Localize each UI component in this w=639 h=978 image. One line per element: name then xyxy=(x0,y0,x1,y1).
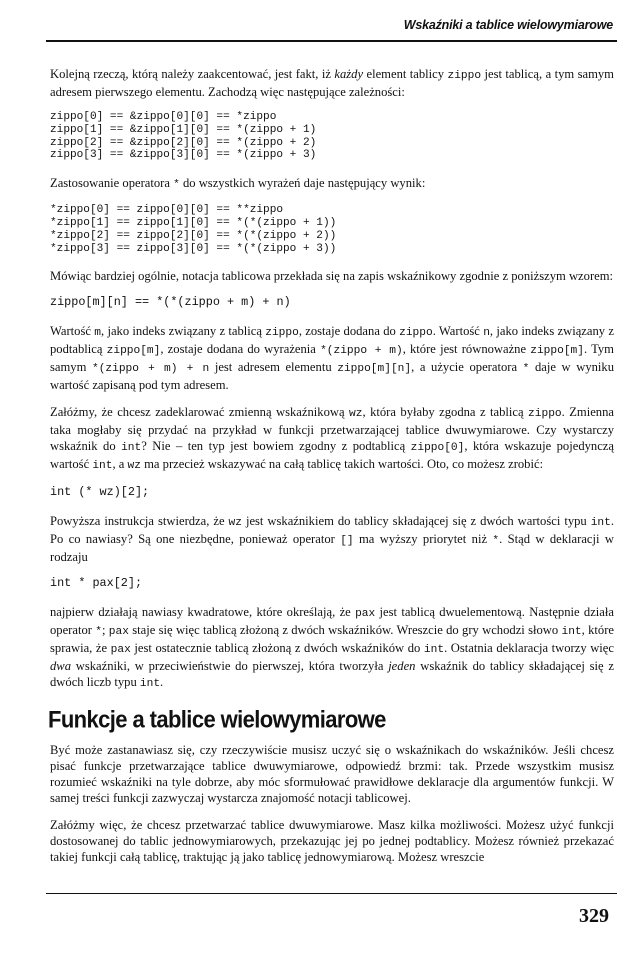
running-header: Wskaźniki a tablice wielowymiarowe xyxy=(403,18,613,32)
paragraph-8: Być może zastanawiasz się, czy rzeczywiście musisz uczyć się o wskaźnikach do wskaźników. Jeśli chcesz pisać funkcje przetwarzające tablice dwuwymiarowe, odpowiedź brzmi: tak. Przede wszystkim musisz rozumieć wskaźniki na tyle dobrze, aby móc sformułować prawidłowe deklaracje dla argumentów funkcji. W samej treści funkcji zazwyczaj wystarcza znajomość notacji tablicowej. xyxy=(50,743,614,806)
page-content xyxy=(50,66,614,876)
code-block-3: zippo[m][n] == *(*(zippo + m) + n) xyxy=(50,295,291,310)
code-block-1: zippo[0] == &zippo[0][0] == *zippo zippo[1] == &zippo[1][0] == *(zippo + 1) zippo[2] == &zippo[2][0] == *(zippo + 2) zippo[3] == &zippo[3][0] == *(zippo + 3) xyxy=(50,111,317,162)
paragraph-9: Załóżmy więc, że chcesz przetwarzać tablice dwuwymiarowe. Masz kilka możliwości. Możesz użyć funkcji dostosowanej do tablic jednowymiarowych, przekazując jej po jednej podtablicy. Możesz również przekazać takiej funkcji całą tablicę, traktując ją jako tablicę jednowymiarową. Możesz wreszcie xyxy=(50,818,614,865)
section-heading: Funkcje a tablice wielowymiarowe xyxy=(48,706,386,734)
paragraph-3: Mówiąc bardziej ogólnie, notacja tablicowa przekłada się na zapis wskaźnikowy zgodnie z poniższym wzorem: xyxy=(50,269,614,284)
code-block-2: *zippo[0] == zippo[0][0] == **zippo *zippo[1] == zippo[1][0] == *(*(zippo + 1)) *zippo[2] == zippo[2][0] == *(*(zippo + 2)) *zippo[3] == zippo[3][0] == *(*(zippo + 3)) xyxy=(50,204,337,255)
code-block-4: int (* wz)[2]; xyxy=(50,485,150,500)
page-number: 329 xyxy=(579,905,609,927)
footer-rule xyxy=(46,893,617,894)
paragraph-5: Załóżmy, że chcesz zadeklarować zmienną wskaźnikową wz, która byłaby zgodna z tablicą zippo. Zmienna taka mogłaby się przydać na przykład w funkcji przetwarzającej tablice dwuwymiarowe. Czy wystarczy wskaźnik do int? Nie – ten typ jest bowiem zgodny z podtablicą zippo[0], która wskazuje pojedynczą wartość int, a wz ma przecież wskazywać na całą tablicę takich wartości. Oto, co możesz zrobić: xyxy=(50,405,614,473)
paragraph-6: Powyższa instrukcja stwierdza, że wz jest wskaźnikiem do tablicy składającej się z dwóch wartości typu int. Po co nawiasy? Są one niezbędne, ponieważ operator [] ma wyższy priorytet niż *. Stąd w deklaracji w rodzaju xyxy=(50,514,614,565)
paragraph-1: Kolejną rzeczą, którą należy zaakcentować, jest fakt, iż każdy element tablicy zippo jest tablicą, a tym samym adresem pierwszego elementu. Zachodzą więc następujące zależności: xyxy=(50,67,614,99)
paragraph-2: Zastosowanie operatora * do wszystkich wyrażeń daje następujący wynik: xyxy=(50,176,426,192)
header-rule xyxy=(46,40,617,42)
paragraph-7: najpierw działają nawiasy kwadratowe, które określają, że pax jest tablicą dwuelementową. Następnie działa operator *; pax staje się więc tablicą złożoną z dwóch wskaźników. Wreszcie do gry wchodzi słowo int, które sprawia, że pax jest ostatecznie tablicą złożoną z dwóch wskaźników do int. Ostatnia deklaracja tworzy więc dwa wskaźniki, w przeciwieństwie do pierwszej, która tworzyła jeden wskaźnik do tablicy składającej się z dwóch liczb typu int. xyxy=(50,605,615,691)
paragraph-4: Wartość m, jako indeks związany z tablicą zippo, zostaje dodana do zippo. Wartość n, jako indeks związany z podtablicą zippo[m], zostaje dodana do wyrażenia *(zippo + m), które jest równoważne zippo[m]. Tym samym *(zippo + m) + n jest adresem elementu zippo[m][n], a użycie operatora * daje w wyniku wartość zapisaną pod tym adresem. xyxy=(50,324,615,393)
code-block-5: int * pax[2]; xyxy=(50,576,143,591)
